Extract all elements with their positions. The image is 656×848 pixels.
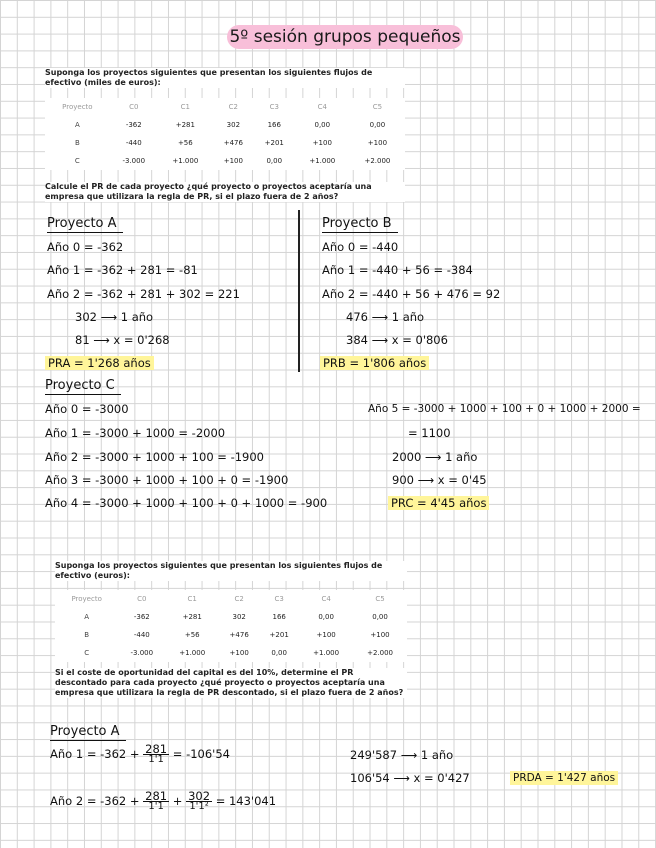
table-cell: 0,00 <box>266 157 283 165</box>
project-b-line: Año 1 = -440 + 56 = -384 <box>322 263 473 277</box>
table-cell: +201 <box>269 631 289 639</box>
table-cell: 166 <box>267 121 281 129</box>
part1-intro: Suponga los proyectos siguientes que presentan los siguientes flujos de efectivo (miles de euros): <box>45 68 405 88</box>
table-row <box>45 152 405 170</box>
year2-fraction-2 <box>186 791 212 812</box>
table-cell: -362 <box>133 613 150 621</box>
project-a2-right-line: 106'54 ⟶ x = 0'427 <box>350 771 470 785</box>
table-cell: +56 <box>184 631 200 639</box>
cashflow-table-1 <box>45 98 405 170</box>
project-a2-year2 <box>50 791 276 812</box>
project-c-right-line: 2000 ⟶ 1 año <box>392 450 478 464</box>
part2-intro: Suponga los proyectos siguientes que presentan los siguientes flujos de efectivo (euros): <box>55 561 407 581</box>
table-cell: +56 <box>177 139 193 147</box>
project-a2-heading: Proyecto A <box>50 724 126 741</box>
row-label: A <box>84 613 90 621</box>
table-cell: 0,00 <box>314 121 331 129</box>
table-cell: +476 <box>229 631 249 639</box>
table-row <box>55 644 407 662</box>
project-a-line: Año 0 = -362 <box>47 240 124 254</box>
table-cell: -3.000 <box>122 157 146 165</box>
project-c-right-line: Año 5 = -3000 + 1000 + 100 + 0 + 1000 + 2000 = <box>368 403 641 415</box>
page-title: 5º sesión grupos pequeños <box>227 25 463 49</box>
row-label: A <box>74 121 80 129</box>
table-cell: 302 <box>226 121 241 129</box>
row-label: C <box>84 649 90 657</box>
part2-question: Si el coste de oportunidad del capital es del 10%, determine el PR descontado para cada proyecto ¿qué proyecto o proyectos aceptaría una empresa que utilizara la regla de PR descontado, si el plazo fuera de 2 años? <box>55 668 407 698</box>
table-cell: +281 <box>175 121 195 129</box>
table-cell: +100 <box>229 649 249 657</box>
fraction-denominator: 1'1² <box>189 801 209 812</box>
year2-prefix: Año 2 = -362 + <box>50 794 140 808</box>
table-cell: 302 <box>232 613 246 621</box>
fraction-numerator: 302 <box>188 789 211 803</box>
column-header: C1 <box>180 103 190 111</box>
table-cell: -362 <box>125 121 142 129</box>
table-row <box>55 626 407 644</box>
fraction-numerator: 281 <box>145 789 168 803</box>
table-cell: +281 <box>182 613 202 621</box>
fraction-denominator: 1'1 <box>148 801 164 812</box>
table-cell: +100 <box>367 139 388 147</box>
year1-fraction <box>143 744 169 765</box>
column-header: Proyecto <box>71 595 102 603</box>
table-cell: +201 <box>264 139 284 147</box>
table-cell: +2.000 <box>367 649 393 657</box>
table-cell: +1.000 <box>179 649 206 657</box>
table-cell: -440 <box>133 631 150 639</box>
column-header: C3 <box>269 103 279 111</box>
project-b-line: Año 0 = -440 <box>322 240 399 254</box>
project-a2-right-line: 249'587 ⟶ 1 año <box>350 748 454 762</box>
project-c-line: Año 0 = -3000 <box>45 402 129 416</box>
row-label: B <box>74 139 80 147</box>
row-label: B <box>84 631 90 639</box>
fraction-denominator: 1'1 <box>148 754 164 765</box>
column-header: C5 <box>375 595 385 603</box>
column-header: Proyecto <box>62 103 93 111</box>
column-divider <box>298 210 300 372</box>
table-cell: +1.000 <box>309 157 336 165</box>
table-cell: +100 <box>370 631 390 639</box>
table-row <box>45 116 405 134</box>
project-c-line: Año 2 = -3000 + 1000 + 100 = -1900 <box>45 450 264 464</box>
project-a-result: PRA = 1'268 años <box>45 356 154 370</box>
column-header: C0 <box>129 103 139 111</box>
table-cell: +2.000 <box>364 157 391 165</box>
project-c-right-line: = 1100 <box>408 426 451 440</box>
column-header: C3 <box>274 595 284 603</box>
fraction-numerator: 281 <box>145 742 168 756</box>
table-cell: +100 <box>223 157 243 165</box>
project-a2-result: PRDA = 1'427 años <box>510 771 618 785</box>
table-row <box>55 608 407 626</box>
project-a-line: Año 1 = -362 + 281 = -81 <box>47 263 198 277</box>
column-header: C5 <box>372 103 383 111</box>
column-header: C1 <box>187 595 197 603</box>
table-cell: +100 <box>316 631 336 639</box>
year1-prefix: Año 1 = -362 + <box>50 747 140 761</box>
project-b-line: Año 2 = -440 + 56 + 476 = 92 <box>322 287 501 301</box>
year1-result: = -106'54 <box>172 747 230 761</box>
table-cell: +476 <box>223 139 243 147</box>
table-cell: -440 <box>125 139 142 147</box>
table-cell: 0,00 <box>372 613 388 621</box>
project-b-line: 476 ⟶ 1 año <box>346 310 425 324</box>
column-header: C4 <box>321 595 331 603</box>
project-b-line: 384 ⟶ x = 0'806 <box>346 333 448 347</box>
project-c-result: PRC = 4'45 años <box>388 496 489 510</box>
project-b-heading: Proyecto B <box>322 216 398 233</box>
project-c-right-line: 900 ⟶ x = 0'45 <box>392 473 487 487</box>
project-c-line: Año 1 = -3000 + 1000 = -2000 <box>45 426 226 440</box>
project-a-line: Año 2 = -362 + 281 + 302 = 221 <box>47 287 240 301</box>
project-c-line: Año 3 = -3000 + 1000 + 100 + 0 = -1900 <box>45 473 289 487</box>
project-c-heading: Proyecto C <box>45 378 121 395</box>
project-a-line: 302 ⟶ 1 año <box>75 310 154 324</box>
project-a-heading: Proyecto A <box>47 216 123 233</box>
project-c-line: Año 4 = -3000 + 1000 + 100 + 0 + 1000 = -900 <box>45 496 328 510</box>
table-cell: +1.000 <box>313 649 340 657</box>
table-cell: 166 <box>272 613 286 621</box>
table-cell: 0,00 <box>369 121 386 129</box>
table-cell: +1.000 <box>172 157 199 165</box>
project-a2-year1 <box>50 744 230 765</box>
column-header: C4 <box>317 103 327 111</box>
table-cell: +100 <box>312 139 332 147</box>
part1-question: Calcule el PR de cada proyecto ¿qué proyecto o proyectos aceptaría una empresa que utilizara la regla de PR, si el plazo fuera de 2 años? <box>45 182 405 202</box>
column-header: C2 <box>234 595 244 603</box>
table-cell: 0,00 <box>271 649 287 657</box>
table-row <box>45 134 405 152</box>
year2-result: = 143'041 <box>215 794 277 808</box>
project-a-line: 81 ⟶ x = 0'268 <box>75 333 170 347</box>
cashflow-table-2 <box>55 590 407 662</box>
table-cell: 0,00 <box>318 613 334 621</box>
column-header: C2 <box>228 103 239 111</box>
table-cell: -3.000 <box>130 649 154 657</box>
column-header: C0 <box>137 595 147 603</box>
project-b-result: PRB = 1'806 años <box>320 356 429 370</box>
row-label: C <box>74 157 80 165</box>
year2-fraction-1 <box>143 791 169 812</box>
plus-sign: + <box>172 794 183 808</box>
